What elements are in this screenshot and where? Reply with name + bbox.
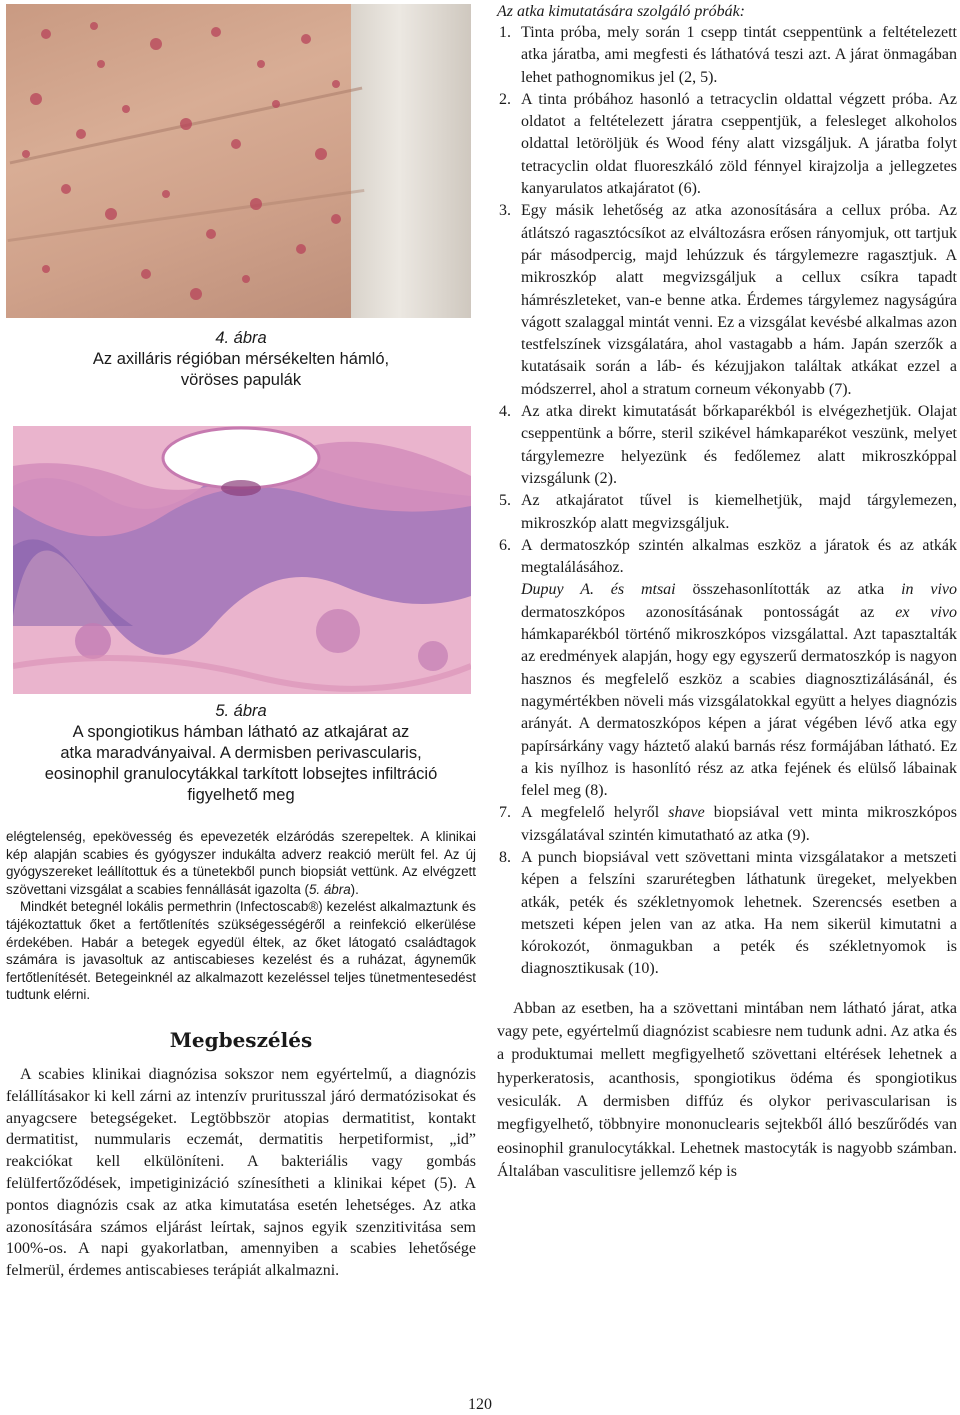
figure-reference: 5. ábra [308,881,351,897]
figure-5-caption-line: eosinophil granulocytákkal tarkított lobsejtes infiltráció [44,765,438,783]
closing-paragraph: Abban az esetben, ha a szövettani mintában nem látható járat, atka vagy pete, egyértelmű diagnózist scabiesre nem tudunk adni. Az atka és a produktumai mellett megfigyelhető szövettani eltérések lehetnek a hyperkeratosis, acanthosis, spongiotikus ödéma és spongiotikus vesiculák. A dermisben diffúz és olykor perivascularisan is megfigyelhető, többnyire mononuclearis sejtekből álló beszűrődés van eosinophil granulocytákkal. Lehetnek mastocyták is nagyobb számban. Általában vasculitisre jellemző kép is [497,999,957,1180]
item-text: A megfelelő helyről [521,804,669,822]
item-number: 6. [499,536,511,554]
methods-heading: Az atka kimutatására szolgáló próbák: [497,3,745,20]
item-number: 8. [499,848,511,866]
discussion-paragraph: A scabies klinikai diagnózisa sokszor nem egyértelmű, a diagnózis felállításakor ki kell zárni az intenzív pruritusszal járó dermatózisokat és anyagcsere betegségeket. Legtöbbször atopias dermatitist, kontakt dermatitist, nummularis eczemát, dermatitis herpetiformist, „id” reakciókat kell elkülöníteni. A bakteriális vagy gombás felülfertőződések, impetiginizáció színesítheti a klinikai képet (5). A pontos diagnózis csak az atka kimutatása esetén lehetséges. Az atka azonosítására számos eljárást leírtak, sajnos egyik szenzitivitása sem 100%-os. A napi gyakorlatban, amennyiben a scabies lehetősége felmerül, érdemes antiscabieses terápiát alkalmazni. [6,1065,476,1280]
figure-4-caption-line: Az axilláris régióban mérsékelten hámló, [92,350,390,368]
item-number: 4. [499,403,511,421]
item-text: Tinta próba, mely során 1 csepp tintát cseppentünk a feltételezett atka járatba, ami megfesti és láthatóvá teszi azt. A járat önmagában lehet pathognomikus jel (2, 5). [521,24,957,86]
method-item [497,535,957,803]
method-item [497,200,957,401]
figure-4-number: 4. ábra [215,329,267,347]
item-number: 2. [499,90,511,108]
papules-overlay [6,4,471,318]
method-item [497,401,957,490]
item-text: összehasonlították az atka [675,581,902,599]
italic-term: shave [668,804,705,822]
discussion-body [6,1064,476,1282]
methods-list [497,22,957,981]
dupuy-paragraph [521,579,957,802]
figure-5-histology [13,426,471,694]
figure-4-caption [6,328,476,391]
item-text: dermatoszkópos azonosításának pontosságát az [521,603,896,621]
item-text: A dermatoszkóp szintén alkalmas eszköz a járatok és az atkák megtalálásához. [521,536,957,577]
method-item [497,89,957,200]
histology-drawing [13,426,471,694]
figure-5-caption-line: A spongiotikus hámban látható az atkajárat az [72,723,410,741]
author-citation: Dupuy A. és mtsai [521,581,676,599]
item-number: 1. [499,24,511,41]
item-text: biopsiával vett minta mikroszkópos vizsgálatával szintén kimutatható az atka (9). [521,804,957,844]
method-item [497,22,957,89]
method-item [497,490,957,535]
right-column [497,2,957,1199]
item-number: 7. [499,804,511,822]
case-paragraph [6,828,476,898]
case-paragraph: Mindkét betegnél lokális permethrin (Infectoscab®) kezelést alkalmaztunk és tájékoztattuk őket a fertőtlenítés szükségességéről a reinfekció elkerülése érdekében. Habár a betegek egyedül éltek, az őket látogató családtagok számára is javasoltuk az antiscabieses kezelést és a ruházat, ágyneműk fertőtlenítését. Betegeinknél az alkalmazott kezeléssel teljes tünetmentesedést tudtunk elérni. [6,899,476,1003]
item-number: 3. [499,202,511,220]
italic-term: ex vivo [895,603,957,621]
item-text: hámkaparékból történő mikroszkópos vizsgálattal. Azt tapasztalták az eredmények alapján, hogy egy egyszerű dermatoszkóp is nagyon hasznos és megfelelő eszköz a scabies diagnosztizálásánál, és nagymértékben növeli más vizsgálatokkal együtt a helyes diagnózis arányát. A dermatoszkópos képen a járat végében lévő atka egy papírsárkány vagy háztető alakú barnás rész formájában látható. Ez a kis nyílhoz is hasonlító rész az atka fejének és elülső lábainak felel meg (8). [521,626,957,800]
item-text: Az atka direkt kimutatását bőrkaparékból is elvégezhetjük. Olajat cseppentünk a bőrre, steril szikével hámkaparékot veszünk, melyet tárgylemezre helyezünk és fedőlemez alatt mikroszkóppal vizsgálunk (2). [521,403,957,487]
item-text: A tinta próbához hasonló a tetracyclin oldattal végzett próba. Az oldatot a feltételezett járatra cseppentjük, a felesleget alkoholos oldattal letöröljük és Wood fény alatt vizsgáljuk. A járatba folyt tetracyclin oldat fluoreszkáló zöld fénnyel kirajzolja a jellegzetes kanyarulatos atkajáratot (6). [521,90,957,198]
method-item [497,847,957,981]
figure-5-caption-line: atka maradványaival. A dermisben perivascularis, [60,744,422,762]
method-item [497,802,957,847]
figure-5-caption [6,701,476,806]
item-number: 5. [499,492,511,510]
item-text: Egy másik lehetőség az atka azonosítására a cellux próba. Az átlátszó ragasztócsíkot az elváltozásra erősen rányomjuk, ott tartjuk pár másodpercig, majd lehúzzuk és tárgylemezre ragasztjuk. A mikroszkóp alatt megvizsgáljuk a cellux csíkra tapadt hámrészleteket, van-e benne atka. Érdemes tárgylemez nagyságúra vágott szalaggal mintát venni. Ez a vizsgálat kevésbé alkalmas azon testfelszínek vizsgálatára, ahol vastagabb a hám. Japán szerzők a kutatásaik során a láb- és kézujjakon találtak atkákat ezzel a módszerrel, ahol a stratum corneum vékonyabb (7). [521,202,957,398]
page-number: 120 [468,1396,492,1413]
figure-5-number: 5. ábra [215,702,267,720]
figure-4-caption-line: vöröses papulák [180,371,302,389]
italic-term: in vivo [901,581,958,599]
item-text: Az atkajáratot tűvel is kiemelhetjük, majd tárgylemezen, mikroszkóp alatt megvizsgáljuk. [521,492,957,532]
item-text: A punch biopsiával vett szövettani minta vizsgálatakor a metszeti képen a felszíni szarurétegben láthatunk üregeket, melyekben atkák, peték és székletnyomok lehetnek. Szerencsés esetben a metszeti képen jelen van az atka. Ha nem sikerül kimutatni a kórokozót, önmagukban a peték és székletnyomok is diagnosztikusak (10). [521,848,957,978]
left-column [6,4,476,1282]
discussion-heading: Megbeszélés [169,1027,313,1052]
figure-4-skin-photo [6,4,471,318]
case-text: elégtelenség, epekövesség és epevezeték elzáródás szerepeltek. A klinikai kép alapján scabies és gyógyszer indukálta adverz reakció merült fel. Az új gyógyszereket leállítottuk és a tünetekből punch biopsiát vettünk. Az elvégzett szövettani vizsgálat a scabies fennállását igazolta ( [6,829,476,897]
figure-5-caption-line: figyelhető meg [187,786,295,804]
case-text: ). [350,881,359,897]
